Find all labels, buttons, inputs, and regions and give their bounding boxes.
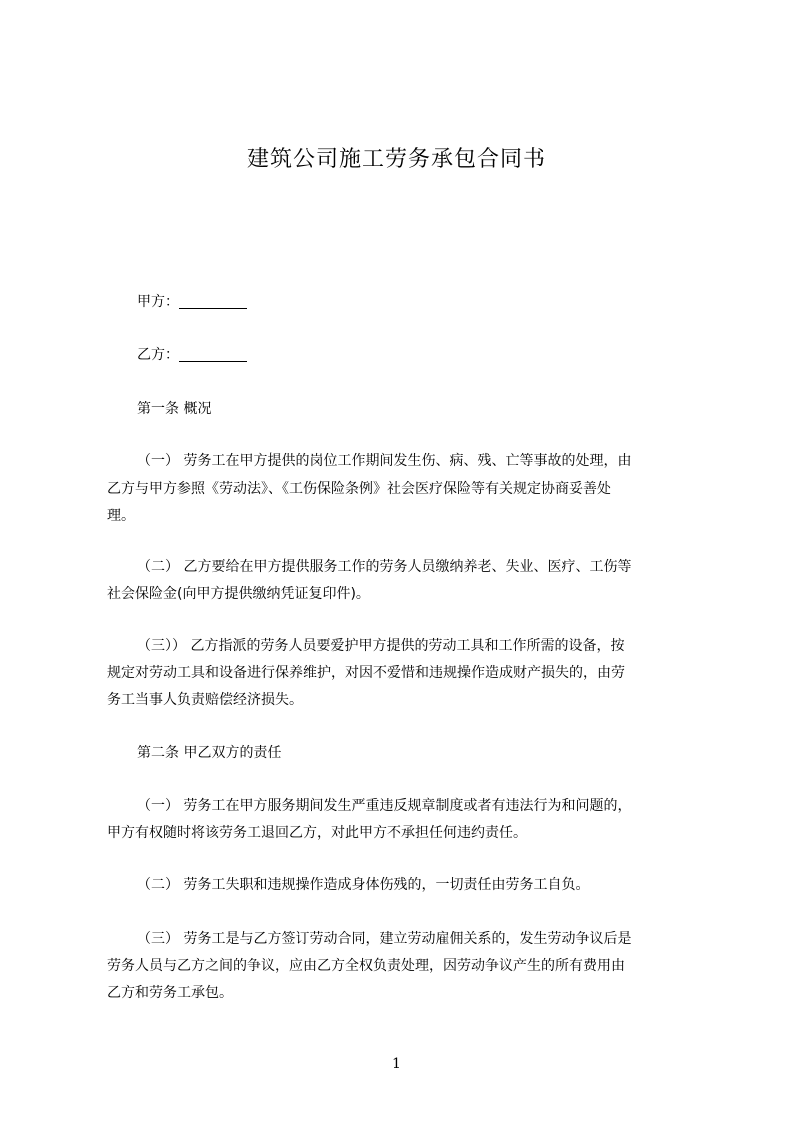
article-1-clause-2-line-2: 社会保险金(向甲方提供缴纳凭证复印件)。 xyxy=(107,586,370,602)
article-1-clause-1-line-1: （一） 劳务工在甲方提供的岗位工作期间发生伤、病、残、亡等事故的处理，由 xyxy=(137,453,632,469)
party-a-line xyxy=(137,293,737,311)
party-a-blank xyxy=(179,293,247,309)
article-1-clause-1-line-3: 理。 xyxy=(107,508,135,524)
party-a-label: 甲方： xyxy=(137,294,179,310)
document-title: 建筑公司施工劳务承包合同书 xyxy=(246,147,546,172)
page-number: 1 xyxy=(392,1056,401,1072)
article-1-clause-1-line-2: 乙方与甲方参照《劳动法》、《工伤保险条例》社会医疗保险等有关规定协商妥善处 xyxy=(107,481,611,497)
article-2-clause-3-line-2: 劳务人员与乙方之间的争议，应由乙方全权负责处理，因劳动争议产生的所有费用由 xyxy=(107,958,625,974)
article-2-clause-3-line-1: （三） 劳务工是与乙方签订劳动合同，建立劳动雇佣关系的，发生劳动争议后是 xyxy=(137,931,632,947)
article-2-clause-1-line-1: （一） 劳务工在甲方服务期间发生严重违反规章制度或者有违法行为和问题的， xyxy=(137,798,632,814)
article-2-clause-3-line-3: 乙方和劳务工承包。 xyxy=(107,985,233,1001)
article-1-clause-2-line-1: （二） 乙方要给在甲方提供服务工作的劳务人员缴纳养老、失业、医疗、工伤等 xyxy=(137,559,632,575)
article-1-heading: 第一条 概况 xyxy=(137,401,212,417)
article-1-clause-3-line-3: 务工当事人负责赔偿经济损失。 xyxy=(107,692,303,708)
article-2-heading: 第二条 甲乙双方的责任 xyxy=(137,745,282,761)
article-1-clause-3-line-1: （三）） 乙方指派的劳务人员要爱护甲方提供的劳动工具和工作所需的设备，按 xyxy=(137,638,625,654)
party-b-blank xyxy=(179,346,247,362)
party-b-line xyxy=(137,346,737,364)
article-1-clause-3-line-2: 规定对劳动工具和设备进行保养维护，对因不爱惜和违规操作造成财产损失的，由劳 xyxy=(107,665,625,681)
party-b-label: 乙方： xyxy=(137,347,179,363)
article-2-clause-2-line-1: （二） 劳务工失职和违规操作造成身体伤残的，一切责任由劳务工自负。 xyxy=(137,877,590,893)
article-2-clause-1-line-2: 甲方有权随时将该劳务工退回乙方，对此甲方不承担任何违约责任。 xyxy=(107,825,527,841)
